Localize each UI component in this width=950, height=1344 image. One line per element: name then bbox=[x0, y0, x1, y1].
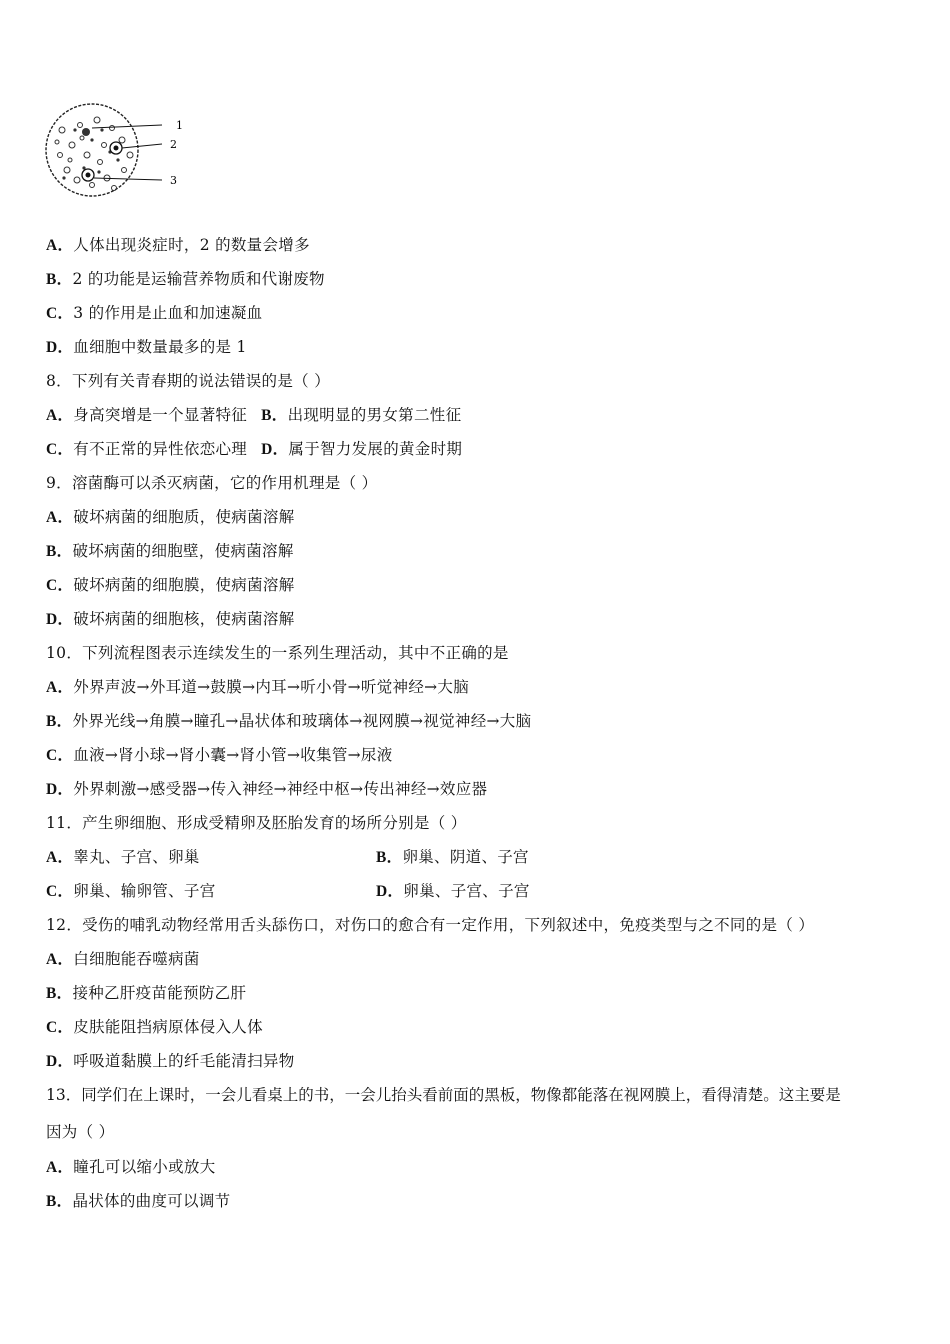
option-label: B． bbox=[46, 543, 73, 560]
option-text: 白细胞能吞噬病菌 bbox=[73, 950, 200, 968]
q11-option-d[interactable] bbox=[376, 879, 530, 903]
blood-smear-figure bbox=[42, 100, 202, 210]
option-label: D． bbox=[261, 441, 289, 458]
q10-option-d[interactable] bbox=[46, 777, 487, 801]
option-text: 瞳孔可以缩小或放大 bbox=[73, 1158, 216, 1176]
option-label: C． bbox=[46, 305, 74, 322]
option-text: 睾丸、子宫、卵巢 bbox=[73, 848, 200, 866]
q13-stem-line1: 13．同学们在上课时，一会儿看桌上的书，一会儿抬头看前面的黑板，物像都能落在视网膜上，看得清楚。这主要是 bbox=[46, 1086, 841, 1104]
option-text: 破坏病菌的细胞壁，使病菌溶解 bbox=[72, 542, 294, 560]
option-text: 有不正常的异性依恋心理 bbox=[73, 440, 248, 458]
option-text: 破坏病菌的细胞核，使病菌溶解 bbox=[73, 610, 295, 628]
option-text: 血细胞中数量最多的是 1 bbox=[73, 338, 247, 356]
option-text: 外界刺激→感受器→传入神经→神经中枢→传出神经→效应器 bbox=[73, 780, 488, 798]
q8-option-b[interactable] bbox=[261, 403, 461, 428]
option-text: 晶状体的曲度可以调节 bbox=[72, 1192, 231, 1210]
option-text: 卵巢、子宫、子宫 bbox=[403, 882, 530, 900]
option-text: 呼吸道黏膜上的纤毛能清扫异物 bbox=[73, 1052, 295, 1070]
option-text: 2 的功能是运输营养物质和代谢废物 bbox=[72, 270, 325, 288]
option-text: 出现明显的男女第二性征 bbox=[287, 406, 462, 424]
q11-option-a[interactable] bbox=[46, 845, 200, 869]
option-text: 破坏病菌的细胞质，使病菌溶解 bbox=[73, 508, 295, 526]
option-label: D． bbox=[46, 611, 74, 628]
q12-option-a[interactable] bbox=[46, 947, 200, 971]
option-label: A． bbox=[46, 1159, 74, 1176]
option-label: C． bbox=[46, 441, 74, 458]
option-label: B． bbox=[46, 271, 73, 288]
q11-option-c[interactable] bbox=[46, 879, 216, 903]
q12-option-c[interactable] bbox=[46, 1015, 263, 1039]
option-text: 血液→肾小球→肾小囊→肾小管→收集管→尿液 bbox=[73, 746, 393, 764]
q13-stem-line2: 因为（ ） bbox=[46, 1123, 115, 1141]
q9-option-b[interactable] bbox=[46, 539, 294, 563]
q10-option-a[interactable] bbox=[46, 675, 469, 699]
q9-option-d[interactable] bbox=[46, 607, 295, 631]
q10-stem: 10．下列流程图表示连续发生的一系列生理活动，其中不正确的是 bbox=[46, 644, 509, 662]
q13-option-b[interactable] bbox=[46, 1189, 230, 1213]
option-label: A． bbox=[46, 407, 74, 424]
option-text: 身高突增是一个显著特征 bbox=[73, 406, 248, 424]
q8-option-d[interactable] bbox=[261, 437, 462, 462]
option-text: 破坏病菌的细胞膜，使病菌溶解 bbox=[73, 576, 295, 594]
q8-stem: 8．下列有关青春期的说法错误的是（ ） bbox=[46, 372, 330, 390]
q9-option-c[interactable] bbox=[46, 573, 295, 597]
option-label: D． bbox=[46, 781, 74, 798]
figure-label-1: 1 bbox=[176, 119, 183, 132]
q10-option-b[interactable] bbox=[46, 709, 531, 733]
option-text: 卵巢、输卵管、子宫 bbox=[73, 882, 216, 900]
option-text: 接种乙肝疫苗能预防乙肝 bbox=[72, 984, 247, 1002]
q7-option-b[interactable] bbox=[46, 267, 325, 291]
figure-label-3: 3 bbox=[170, 174, 177, 187]
q8-options-row1 bbox=[46, 403, 461, 427]
q9-stem: 9．溶菌酶可以杀灭病菌，它的作用机理是（ ） bbox=[46, 474, 378, 492]
option-label: D． bbox=[46, 339, 74, 356]
option-label: B． bbox=[46, 713, 73, 730]
q8-option-a[interactable] bbox=[46, 403, 247, 428]
q12-stem: 12．受伤的哺乳动物经常用舌头舔伤口，对伤口的愈合有一定作用，下列叙述中，免疫类型与之不同的是（ ） bbox=[46, 916, 815, 934]
option-label: A． bbox=[46, 509, 74, 526]
q11-stem: 11．产生卵细胞、形成受精卵及胚胎发育的场所分别是（ ） bbox=[46, 814, 467, 832]
option-label: A． bbox=[46, 237, 74, 254]
option-label: C． bbox=[46, 577, 74, 594]
option-label: A． bbox=[46, 679, 74, 696]
q11-option-b[interactable] bbox=[376, 845, 529, 869]
option-text: 皮肤能阻挡病原体侵入人体 bbox=[73, 1018, 263, 1036]
q13-option-a[interactable] bbox=[46, 1155, 216, 1179]
q8-options-row2 bbox=[46, 437, 462, 461]
option-label: B． bbox=[261, 407, 288, 424]
option-label: B． bbox=[46, 985, 73, 1002]
option-text: 3 的作用是止血和加速凝血 bbox=[73, 304, 263, 322]
q7-option-a[interactable] bbox=[46, 233, 310, 257]
q7-option-d[interactable] bbox=[46, 335, 247, 359]
option-label: A． bbox=[46, 951, 74, 968]
option-text: 人体出现炎症时，2 的数量会增多 bbox=[73, 236, 310, 254]
option-label: D． bbox=[376, 883, 404, 900]
q9-option-a[interactable] bbox=[46, 505, 295, 529]
option-text: 卵巢、阴道、子宫 bbox=[402, 848, 529, 866]
q12-option-b[interactable] bbox=[46, 981, 246, 1005]
option-text: 属于智力发展的黄金时期 bbox=[288, 440, 463, 458]
option-label: C． bbox=[46, 883, 74, 900]
q8-option-c[interactable] bbox=[46, 437, 247, 462]
q7-option-c[interactable] bbox=[46, 301, 263, 325]
option-text: 外界声波→外耳道→鼓膜→内耳→听小骨→听觉神经→大脑 bbox=[73, 678, 470, 696]
option-label: C． bbox=[46, 747, 74, 764]
option-label: D． bbox=[46, 1053, 74, 1070]
option-label: B． bbox=[46, 1193, 73, 1210]
q10-option-c[interactable] bbox=[46, 743, 393, 767]
option-label: C． bbox=[46, 1019, 74, 1036]
option-label: A． bbox=[46, 849, 74, 866]
option-label: B． bbox=[376, 849, 403, 866]
option-text: 外界光线→角膜→瞳孔→晶状体和玻璃体→视网膜→视觉神经→大脑 bbox=[72, 712, 532, 730]
figure-label-2: 2 bbox=[170, 138, 177, 151]
q12-option-d[interactable] bbox=[46, 1049, 295, 1073]
